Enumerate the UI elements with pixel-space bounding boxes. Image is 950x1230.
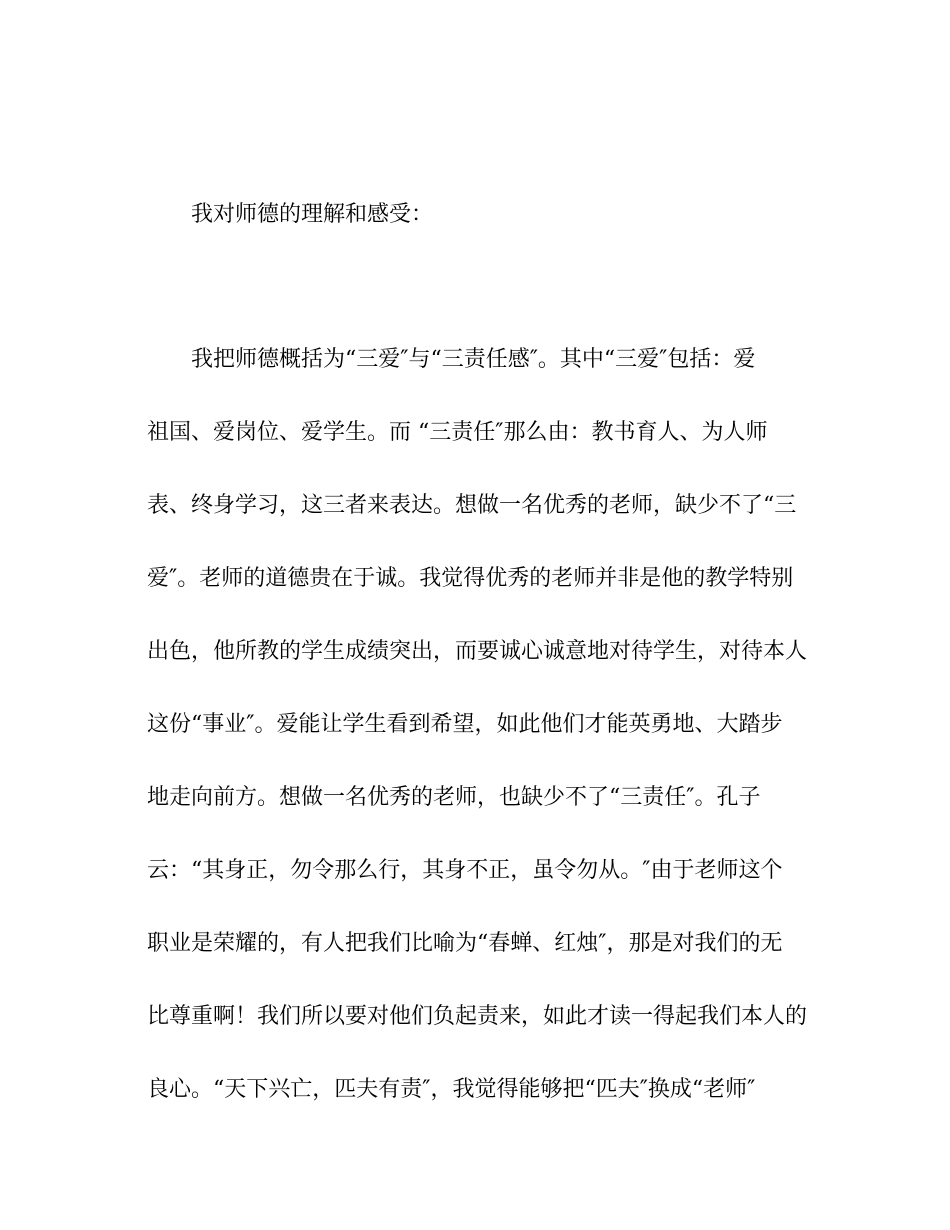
document-heading: 我对师德的理解和感受： [191,202,434,227]
paragraph-line: 出色，他所教的学生成绩突出，而要诚心诚意地对待学生，对待本人 [147,639,808,664]
paragraph-line: 我把师德概括为“三爱″与“三责任感″。其中“三爱″包括：爱 [191,347,756,372]
paragraph-line: 祖国、爱岗位、爱学生。而 “三责任″那么由：教书育人、为人师 [147,420,768,445]
paragraph-line: 表、终身学习，这三者来表达。想做一名优秀的老师，缺少不了“三 [147,493,797,518]
paragraph-line: 职业是荣耀的，有人把我们比喻为“春蝉、红烛″，那是对我们的无 [147,931,783,956]
paragraph-line: 这份“事业″。爱能让学生看到希望，如此他们才能英勇地、大踏步 [147,712,783,737]
paragraph-line: 云：“其身正，勿令那么行，其身不正，虽令勿从。″由于老师这个 [147,858,783,883]
paragraph-line: 比尊重啊！我们所以要对他们负起责来，如此才读一得起我们本人的 [147,1004,808,1029]
paragraph-line: 地走向前方。想做一名优秀的老师，也缺少不了“三责任″。孔子 [147,785,761,810]
paragraph-line: 良心。“天下兴亡，匹夫有责″，我觉得能够把“匹夫″换成“老师″ [147,1077,756,1102]
paragraph-line: 爱″。老师的道德贵在于诚。我觉得优秀的老师并非是他的教学特别 [147,566,794,591]
